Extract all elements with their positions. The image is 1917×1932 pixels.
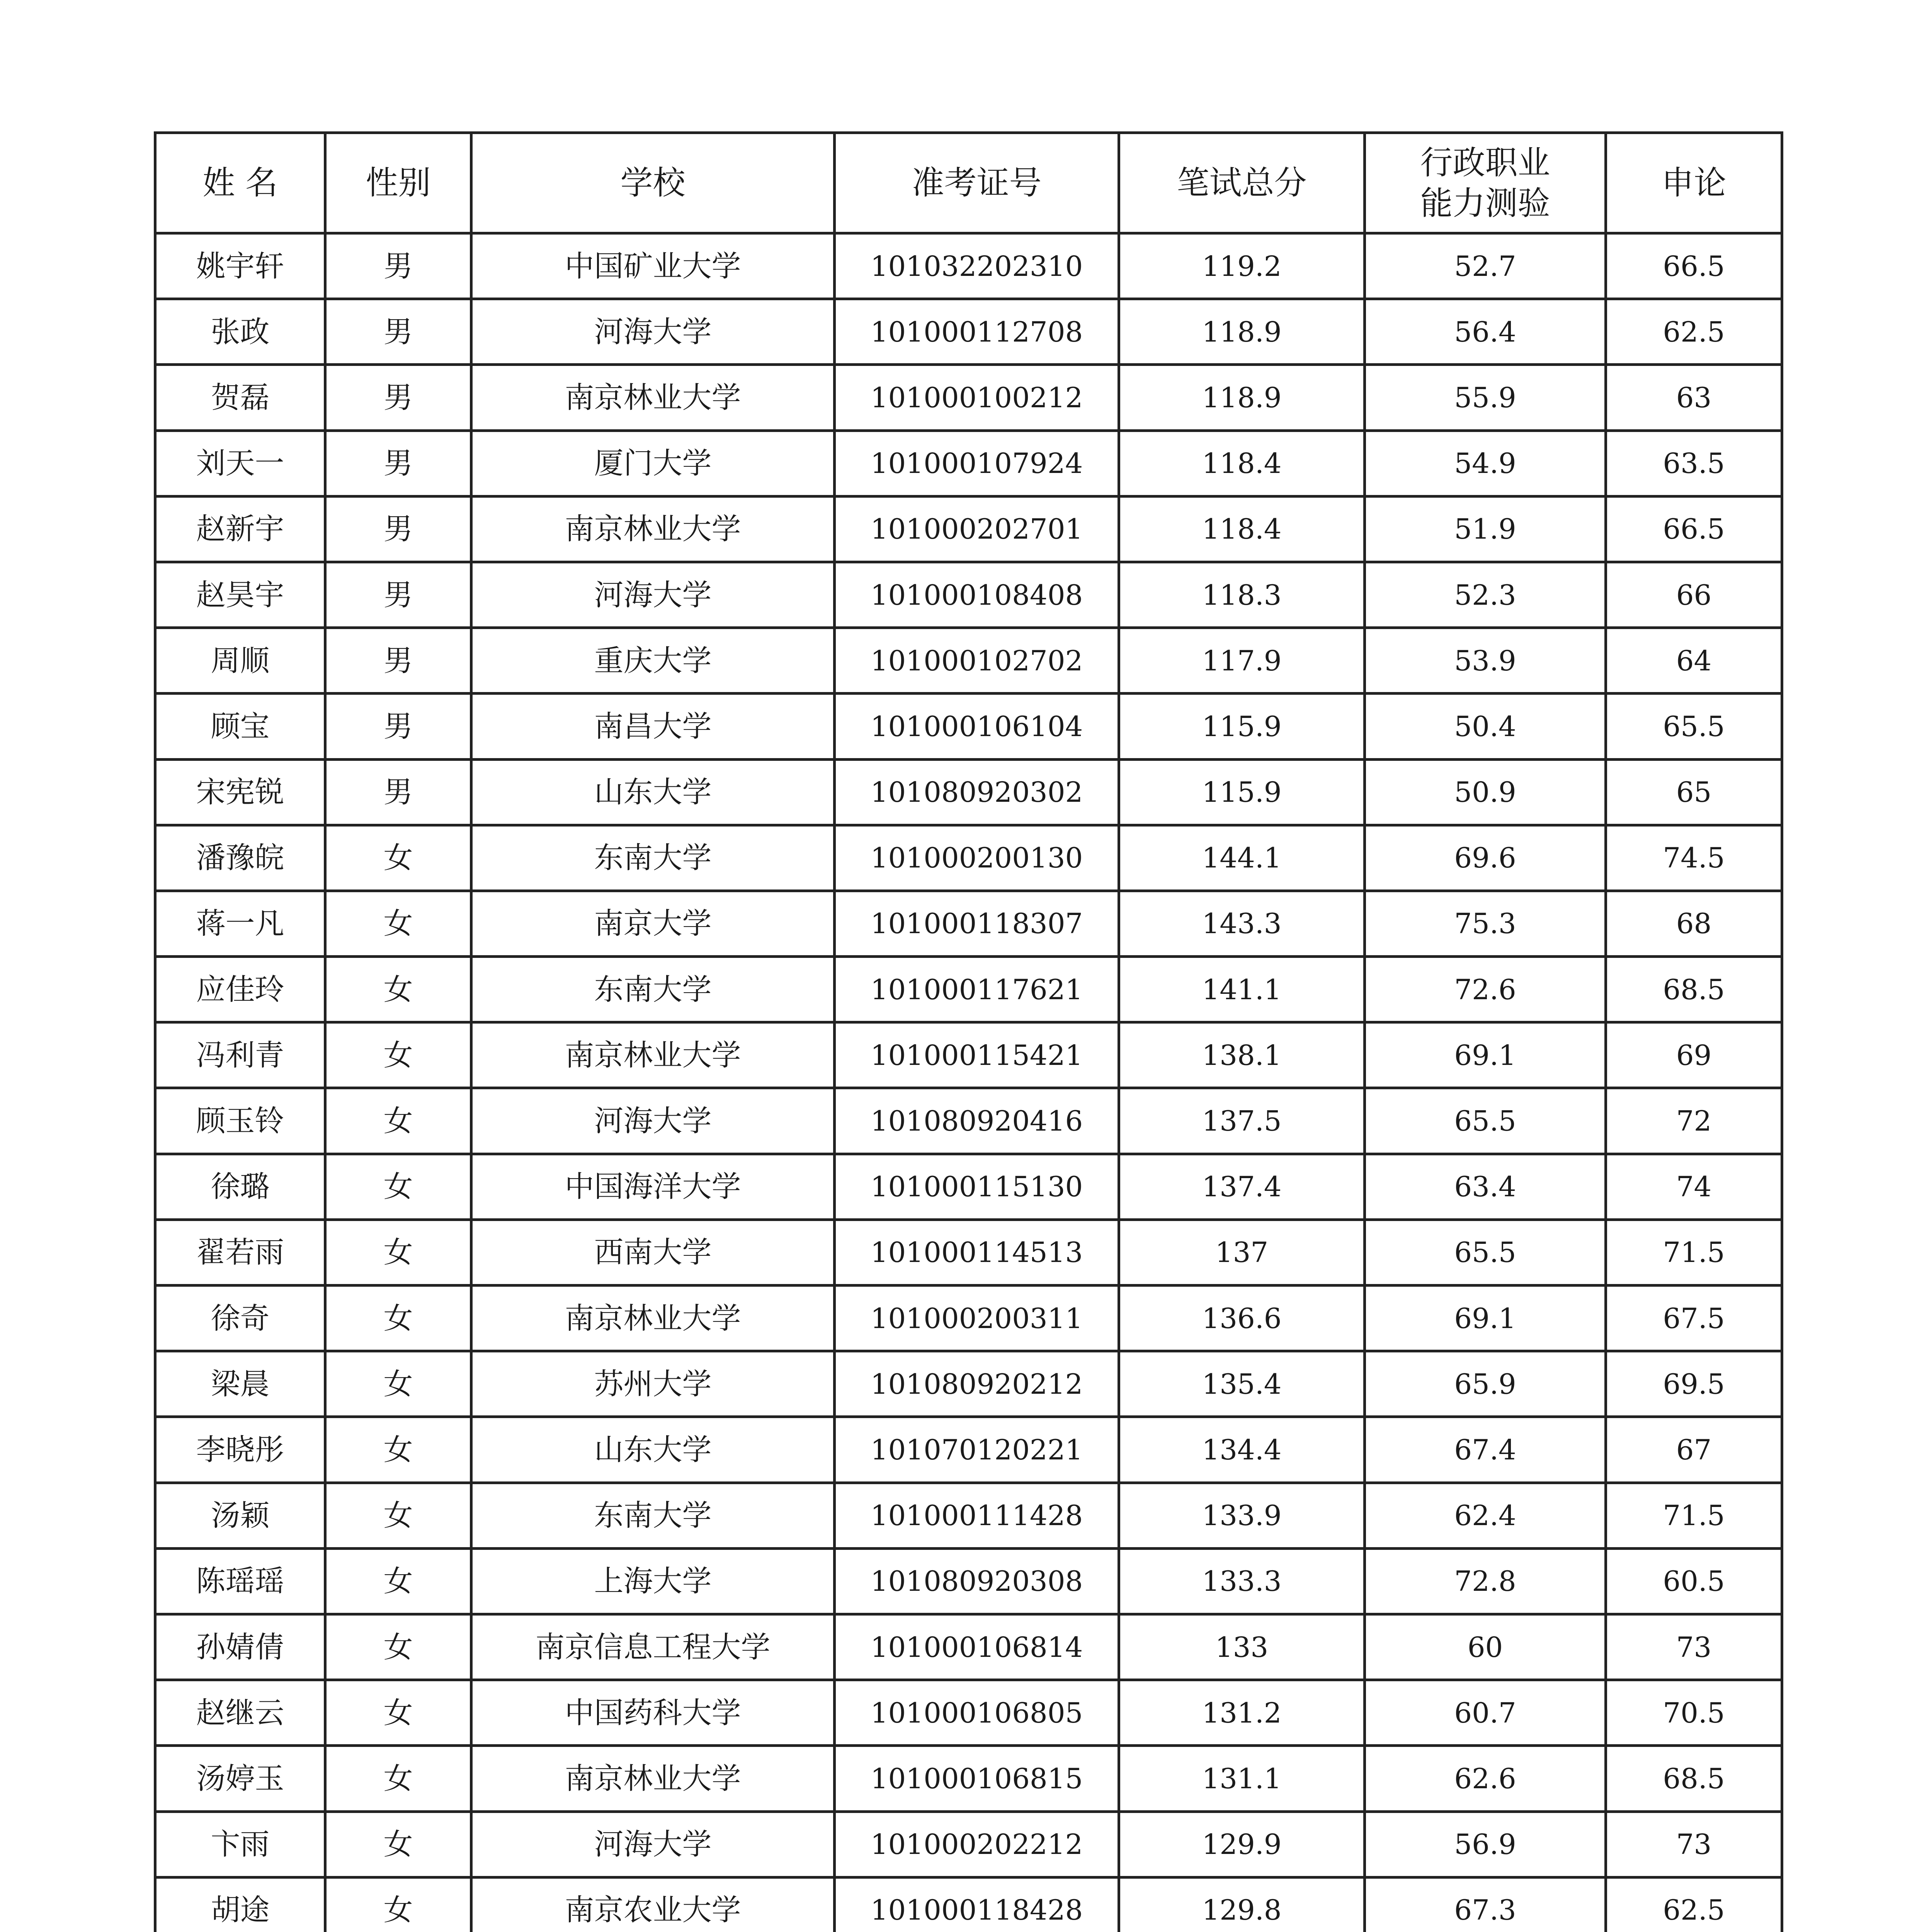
cell-gender: 女 (325, 1351, 471, 1417)
cell-exam-id: 101000200130 (835, 825, 1119, 891)
cell-written-total: 129.8 (1119, 1877, 1365, 1932)
cell-aptitude: 50.9 (1365, 759, 1606, 825)
cell-exam-id: 101080920302 (835, 759, 1119, 825)
cell-school: 中国矿业大学 (471, 233, 835, 299)
cell-exam-id: 101000202212 (835, 1811, 1119, 1877)
cell-aptitude: 67.3 (1365, 1877, 1606, 1932)
cell-school: 厦门大学 (471, 430, 835, 496)
cell-school: 河海大学 (471, 299, 835, 365)
cell-name: 周顺 (155, 628, 325, 694)
table-row (155, 628, 1782, 694)
cell-name: 孙婧倩 (155, 1614, 325, 1680)
header-gender: 性别 (325, 133, 471, 233)
cell-school: 东南大学 (471, 957, 835, 1022)
cell-essay: 70.5 (1606, 1680, 1782, 1746)
table-row (155, 1548, 1782, 1614)
cell-written-total: 141.1 (1119, 957, 1365, 1022)
cell-gender: 男 (325, 430, 471, 496)
cell-aptitude: 50.4 (1365, 694, 1606, 759)
cell-aptitude: 56.9 (1365, 1811, 1606, 1877)
cell-name: 顾宝 (155, 694, 325, 759)
cell-aptitude: 72.6 (1365, 957, 1606, 1022)
cell-exam-id: 101000112708 (835, 299, 1119, 365)
cell-written-total: 118.3 (1119, 562, 1365, 628)
cell-name: 顾玉铃 (155, 1088, 325, 1154)
cell-school: 南京林业大学 (471, 496, 835, 562)
cell-written-total: 136.6 (1119, 1286, 1365, 1351)
cell-school: 南京林业大学 (471, 365, 835, 430)
cell-exam-id: 101000202701 (835, 496, 1119, 562)
cell-exam-id: 101000106805 (835, 1680, 1119, 1746)
cell-school: 南京农业大学 (471, 1877, 835, 1932)
cell-aptitude: 54.9 (1365, 430, 1606, 496)
cell-name: 张政 (155, 299, 325, 365)
header-essay: 申论 (1606, 133, 1782, 233)
header-name: 姓 名 (155, 133, 325, 233)
cell-exam-id: 101000115421 (835, 1022, 1119, 1088)
cell-gender: 男 (325, 694, 471, 759)
cell-essay: 69.5 (1606, 1351, 1782, 1417)
table-row (155, 1483, 1782, 1548)
cell-aptitude: 69.1 (1365, 1022, 1606, 1088)
header-aptitude-line2: 能力测验 (1420, 184, 1550, 222)
table-row (155, 1417, 1782, 1483)
header-aptitude-line1: 行政职业 (1420, 143, 1550, 182)
cell-name: 梁晨 (155, 1351, 325, 1417)
cell-written-total: 133.9 (1119, 1483, 1365, 1548)
cell-exam-id: 101000118428 (835, 1877, 1119, 1932)
table-row (155, 1022, 1782, 1088)
cell-name: 翟若雨 (155, 1219, 325, 1285)
cell-school: 中国海洋大学 (471, 1154, 835, 1219)
cell-gender: 男 (325, 496, 471, 562)
table-row (155, 1219, 1782, 1285)
cell-aptitude: 62.6 (1365, 1746, 1606, 1811)
cell-essay: 64 (1606, 628, 1782, 694)
cell-written-total: 138.1 (1119, 1022, 1365, 1088)
cell-gender: 女 (325, 1877, 471, 1932)
cell-exam-id: 101000118307 (835, 891, 1119, 956)
cell-written-total: 115.9 (1119, 694, 1365, 759)
cell-gender: 男 (325, 233, 471, 299)
cell-essay: 74.5 (1606, 825, 1782, 891)
cell-written-total: 118.4 (1119, 430, 1365, 496)
cell-gender: 女 (325, 1022, 471, 1088)
cell-name: 汤颖 (155, 1483, 325, 1548)
cell-gender: 男 (325, 562, 471, 628)
cell-name: 陈瑶瑶 (155, 1548, 325, 1614)
cell-exam-id: 101080920308 (835, 1548, 1119, 1614)
table-row (155, 1351, 1782, 1417)
table-row (155, 1811, 1782, 1877)
cell-gender: 女 (325, 1680, 471, 1746)
table-row (155, 957, 1782, 1022)
cell-essay: 72 (1606, 1088, 1782, 1154)
cell-name: 宋宪锐 (155, 759, 325, 825)
cell-exam-id: 101000102702 (835, 628, 1119, 694)
cell-exam-id: 101000106104 (835, 694, 1119, 759)
cell-essay: 67 (1606, 1417, 1782, 1483)
cell-aptitude: 67.4 (1365, 1417, 1606, 1483)
cell-exam-id: 101000200311 (835, 1286, 1119, 1351)
cell-exam-id: 101070120221 (835, 1417, 1119, 1483)
cell-aptitude: 56.4 (1365, 299, 1606, 365)
cell-name: 赵继云 (155, 1680, 325, 1746)
cell-written-total: 143.3 (1119, 891, 1365, 956)
cell-gender: 男 (325, 365, 471, 430)
cell-aptitude: 72.8 (1365, 1548, 1606, 1614)
cell-essay: 71.5 (1606, 1483, 1782, 1548)
cell-exam-id: 101032202310 (835, 233, 1119, 299)
cell-school: 重庆大学 (471, 628, 835, 694)
cell-name: 应佳玲 (155, 957, 325, 1022)
cell-written-total: 118.9 (1119, 365, 1365, 430)
cell-written-total: 135.4 (1119, 1351, 1365, 1417)
table-row (155, 1614, 1782, 1680)
cell-written-total: 144.1 (1119, 825, 1365, 891)
cell-exam-id: 101000106815 (835, 1746, 1119, 1811)
cell-aptitude: 51.9 (1365, 496, 1606, 562)
cell-gender: 女 (325, 1417, 471, 1483)
cell-exam-id: 101000117621 (835, 957, 1119, 1022)
cell-exam-id: 101000114513 (835, 1219, 1119, 1285)
cell-aptitude: 65.9 (1365, 1351, 1606, 1417)
cell-gender: 女 (325, 1483, 471, 1548)
cell-aptitude: 60.7 (1365, 1680, 1606, 1746)
cell-essay: 63 (1606, 365, 1782, 430)
cell-aptitude: 65.5 (1365, 1088, 1606, 1154)
cell-name: 蒋一凡 (155, 891, 325, 956)
cell-school: 南京林业大学 (471, 1022, 835, 1088)
table-row (155, 1154, 1782, 1219)
cell-written-total: 133.3 (1119, 1548, 1365, 1614)
cell-school: 中国药科大学 (471, 1680, 835, 1746)
cell-school: 山东大学 (471, 759, 835, 825)
cell-aptitude: 52.7 (1365, 233, 1606, 299)
cell-gender: 女 (325, 1286, 471, 1351)
cell-school: 南京信息工程大学 (471, 1614, 835, 1680)
cell-essay: 71.5 (1606, 1219, 1782, 1285)
cell-gender: 女 (325, 891, 471, 956)
cell-aptitude: 52.3 (1365, 562, 1606, 628)
cell-essay: 62.5 (1606, 299, 1782, 365)
cell-exam-id: 101000108408 (835, 562, 1119, 628)
cell-exam-id: 101000100212 (835, 365, 1119, 430)
cell-essay: 65 (1606, 759, 1782, 825)
cell-school: 南京林业大学 (471, 1746, 835, 1811)
cell-gender: 女 (325, 957, 471, 1022)
cell-school: 河海大学 (471, 1088, 835, 1154)
cell-name: 卞雨 (155, 1811, 325, 1877)
cell-essay: 68.5 (1606, 1746, 1782, 1811)
cell-essay: 74 (1606, 1154, 1782, 1219)
cell-written-total: 115.9 (1119, 759, 1365, 825)
cell-school: 河海大学 (471, 1811, 835, 1877)
cell-school: 南京大学 (471, 891, 835, 956)
header-written-total: 笔试总分 (1119, 133, 1365, 233)
cell-written-total: 119.2 (1119, 233, 1365, 299)
cell-exam-id: 101000115130 (835, 1154, 1119, 1219)
cell-aptitude: 69.6 (1365, 825, 1606, 891)
cell-written-total: 137 (1119, 1219, 1365, 1285)
table-row (155, 233, 1782, 299)
cell-school: 东南大学 (471, 1483, 835, 1548)
cell-name: 汤婷玉 (155, 1746, 325, 1811)
cell-essay: 69 (1606, 1022, 1782, 1088)
cell-written-total: 134.4 (1119, 1417, 1365, 1483)
cell-exam-id: 101000111428 (835, 1483, 1119, 1548)
table-row (155, 496, 1782, 562)
table-row (155, 1286, 1782, 1351)
cell-name: 李晓彤 (155, 1417, 325, 1483)
cell-gender: 男 (325, 628, 471, 694)
cell-school: 西南大学 (471, 1219, 835, 1285)
cell-essay: 73 (1606, 1811, 1782, 1877)
cell-exam-id: 101080920416 (835, 1088, 1119, 1154)
cell-gender: 女 (325, 1088, 471, 1154)
cell-name: 徐奇 (155, 1286, 325, 1351)
cell-written-total: 118.9 (1119, 299, 1365, 365)
cell-aptitude: 53.9 (1365, 628, 1606, 694)
cell-name: 潘豫皖 (155, 825, 325, 891)
cell-gender: 女 (325, 1746, 471, 1811)
cell-gender: 女 (325, 1614, 471, 1680)
table-row (155, 1877, 1782, 1932)
cell-name: 姚宇轩 (155, 233, 325, 299)
cell-aptitude: 62.4 (1365, 1483, 1606, 1548)
header-row (155, 133, 1782, 233)
cell-aptitude: 65.5 (1365, 1219, 1606, 1285)
cell-gender: 女 (325, 1811, 471, 1877)
cell-essay: 68 (1606, 891, 1782, 956)
table-row (155, 759, 1782, 825)
cell-gender: 女 (325, 825, 471, 891)
cell-aptitude: 60 (1365, 1614, 1606, 1680)
cell-written-total: 118.4 (1119, 496, 1365, 562)
table-row (155, 825, 1782, 891)
cell-aptitude: 75.3 (1365, 891, 1606, 956)
cell-written-total: 137.4 (1119, 1154, 1365, 1219)
cell-aptitude: 55.9 (1365, 365, 1606, 430)
cell-gender: 女 (325, 1548, 471, 1614)
table-row (155, 430, 1782, 496)
table-row (155, 891, 1782, 956)
cell-name: 刘天一 (155, 430, 325, 496)
cell-written-total: 117.9 (1119, 628, 1365, 694)
cell-written-total: 133 (1119, 1614, 1365, 1680)
cell-essay: 67.5 (1606, 1286, 1782, 1351)
header-aptitude (1365, 133, 1606, 233)
cell-exam-id: 101080920212 (835, 1351, 1119, 1417)
cell-gender: 女 (325, 1154, 471, 1219)
cell-essay: 60.5 (1606, 1548, 1782, 1614)
cell-aptitude: 63.4 (1365, 1154, 1606, 1219)
cell-essay: 73 (1606, 1614, 1782, 1680)
cell-name: 冯利青 (155, 1022, 325, 1088)
cell-school: 河海大学 (471, 562, 835, 628)
header-school: 学校 (471, 133, 835, 233)
table-row (155, 1680, 1782, 1746)
cell-name: 赵昊宇 (155, 562, 325, 628)
cell-written-total: 131.2 (1119, 1680, 1365, 1746)
cell-essay: 65.5 (1606, 694, 1782, 759)
cell-school: 上海大学 (471, 1548, 835, 1614)
table-row (155, 562, 1782, 628)
table-row (155, 694, 1782, 759)
header-exam-id: 准考证号 (835, 133, 1119, 233)
cell-school: 山东大学 (471, 1417, 835, 1483)
table-row (155, 1088, 1782, 1154)
cell-essay: 63.5 (1606, 430, 1782, 496)
score-table (154, 131, 1783, 1932)
cell-school: 东南大学 (471, 825, 835, 891)
cell-essay: 68.5 (1606, 957, 1782, 1022)
table-row (155, 1746, 1782, 1811)
cell-essay: 66.5 (1606, 496, 1782, 562)
cell-school: 苏州大学 (471, 1351, 835, 1417)
cell-name: 胡途 (155, 1877, 325, 1932)
cell-name: 徐璐 (155, 1154, 325, 1219)
cell-school: 南京林业大学 (471, 1286, 835, 1351)
table-row (155, 299, 1782, 365)
cell-essay: 62.5 (1606, 1877, 1782, 1932)
cell-written-total: 131.1 (1119, 1746, 1365, 1811)
cell-written-total: 129.9 (1119, 1811, 1365, 1877)
cell-aptitude: 69.1 (1365, 1286, 1606, 1351)
cell-exam-id: 101000106814 (835, 1614, 1119, 1680)
cell-gender: 男 (325, 759, 471, 825)
table-row (155, 365, 1782, 430)
cell-gender: 男 (325, 299, 471, 365)
cell-name: 贺磊 (155, 365, 325, 430)
cell-essay: 66 (1606, 562, 1782, 628)
cell-name: 赵新宇 (155, 496, 325, 562)
cell-school: 南昌大学 (471, 694, 835, 759)
cell-exam-id: 101000107924 (835, 430, 1119, 496)
cell-essay: 66.5 (1606, 233, 1782, 299)
cell-written-total: 137.5 (1119, 1088, 1365, 1154)
cell-gender: 女 (325, 1219, 471, 1285)
